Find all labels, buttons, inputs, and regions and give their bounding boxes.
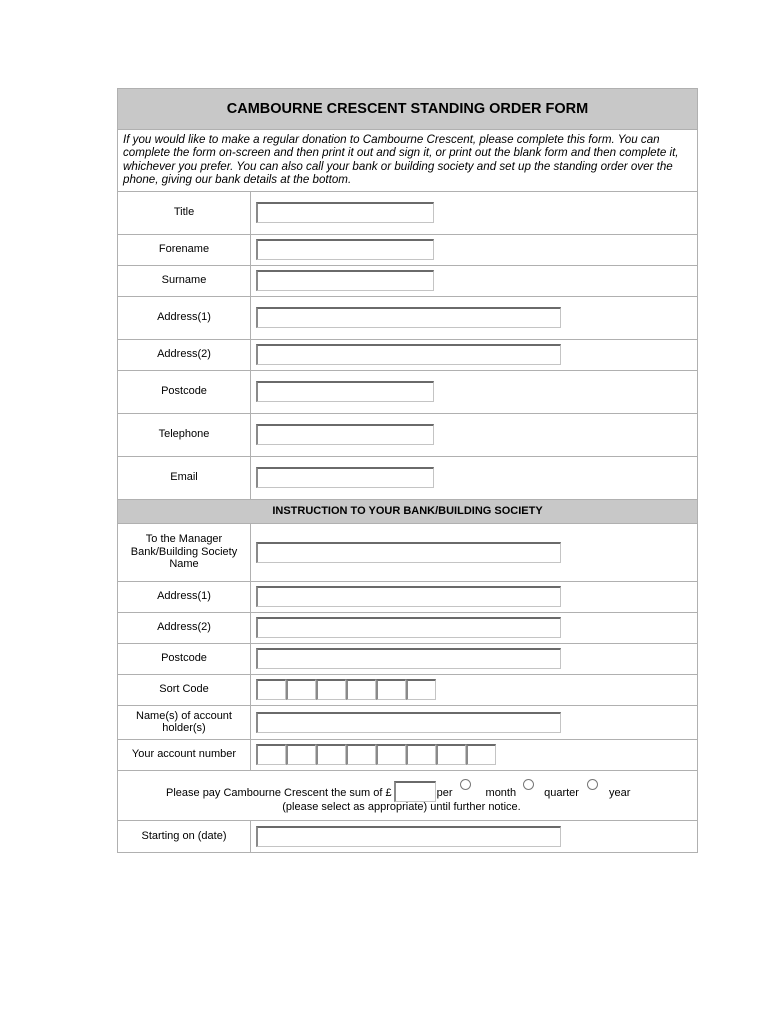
year-text: year xyxy=(608,786,631,799)
row-bank-postcode xyxy=(118,644,697,675)
account-digit-7[interactable] xyxy=(436,744,466,765)
bank-postcode-input[interactable] xyxy=(256,648,561,669)
row-account-holders xyxy=(118,706,697,740)
title-label: Title xyxy=(118,192,251,234)
bank-postcode-label: Postcode xyxy=(118,644,251,674)
row-address1 xyxy=(118,297,697,340)
start-date-input[interactable] xyxy=(256,826,561,847)
bank-name-label: To the Manager Bank/Building Society Name xyxy=(118,524,251,581)
account-digit-6[interactable] xyxy=(406,744,436,765)
row-bank-address2 xyxy=(118,613,697,644)
sort-code-label: Sort Code xyxy=(118,675,251,705)
account-digit-4[interactable] xyxy=(346,744,376,765)
row-bank-address1 xyxy=(118,582,697,613)
bank-name-input[interactable] xyxy=(256,542,561,563)
quarter-text: quarter xyxy=(544,786,579,799)
row-bank-name xyxy=(118,524,697,582)
sort-code-digit-6[interactable] xyxy=(406,679,436,700)
forename-label: Forename xyxy=(118,235,251,265)
address1-label: Address(1) xyxy=(118,297,251,339)
telephone-input[interactable] xyxy=(256,424,434,445)
form-intro: If you would like to make a regular donation to Cambourne Crescent, please complete this form. You can complete the form on-screen and then print it out and sign it, or print out the blank form and then complete it, whichever you prefer. You can also call your bank or building society and set up the standing order over the phone, giving our bank details at the bottom. xyxy=(118,130,697,192)
sort-code-digit-3[interactable] xyxy=(316,679,346,700)
row-title xyxy=(118,192,697,235)
year-radio[interactable] xyxy=(587,779,598,790)
surname-input[interactable] xyxy=(256,270,434,291)
account-holders-input[interactable] xyxy=(256,712,561,733)
row-surname xyxy=(118,266,697,297)
row-address2 xyxy=(118,340,697,371)
start-date-label: Starting on (date) xyxy=(118,821,251,852)
email-input[interactable] xyxy=(256,467,434,488)
bank-address1-label: Address(1) xyxy=(118,582,251,612)
form-title: CAMBOURNE CRESCENT STANDING ORDER FORM xyxy=(118,89,697,130)
row-telephone xyxy=(118,414,697,457)
postcode-label: Postcode xyxy=(118,371,251,413)
account-digit-3[interactable] xyxy=(316,744,346,765)
pay-text: Please pay Cambourne Crescent the sum of £ xyxy=(166,786,392,799)
per-text: per xyxy=(436,786,453,799)
month-text: month xyxy=(485,786,517,799)
row-start-date xyxy=(118,821,697,852)
bank-address2-label: Address(2) xyxy=(118,613,251,643)
address2-label: Address(2) xyxy=(118,340,251,370)
quarter-radio[interactable] xyxy=(523,779,534,790)
sort-code-digit-1[interactable] xyxy=(256,679,286,700)
account-digit-1[interactable] xyxy=(256,744,286,765)
sort-code-digit-2[interactable] xyxy=(286,679,316,700)
address2-input[interactable] xyxy=(256,344,561,365)
row-account-number xyxy=(118,740,697,771)
row-postcode xyxy=(118,371,697,414)
payment-line xyxy=(166,787,630,802)
amount-input[interactable] xyxy=(394,781,436,802)
row-sort-code xyxy=(118,675,697,706)
account-digit-2[interactable] xyxy=(286,744,316,765)
account-number-cells xyxy=(256,744,496,765)
bank-address1-input[interactable] xyxy=(256,586,561,607)
postcode-input[interactable] xyxy=(256,381,434,402)
sort-code-digit-5[interactable] xyxy=(376,679,406,700)
title-input[interactable] xyxy=(256,202,434,223)
payment-note: (please select as appropriate) until further notice. xyxy=(282,800,521,813)
payment-row xyxy=(118,771,697,821)
row-email xyxy=(118,457,697,500)
bank-section-title: INSTRUCTION TO YOUR BANK/BUILDING SOCIETY xyxy=(118,500,697,524)
surname-label: Surname xyxy=(118,266,251,296)
telephone-label: Telephone xyxy=(118,414,251,456)
row-forename xyxy=(118,235,697,266)
standing-order-form xyxy=(117,88,698,853)
address1-input[interactable] xyxy=(256,307,561,328)
forename-input[interactable] xyxy=(256,239,434,260)
sort-code-cells xyxy=(256,679,436,700)
account-number-label: Your account number xyxy=(118,740,251,770)
email-label: Email xyxy=(118,457,251,499)
account-digit-8[interactable] xyxy=(466,744,496,765)
bank-address2-input[interactable] xyxy=(256,617,561,638)
month-radio[interactable] xyxy=(460,779,471,790)
account-holders-label: Name(s) of account holder(s) xyxy=(118,706,251,739)
account-digit-5[interactable] xyxy=(376,744,406,765)
sort-code-digit-4[interactable] xyxy=(346,679,376,700)
